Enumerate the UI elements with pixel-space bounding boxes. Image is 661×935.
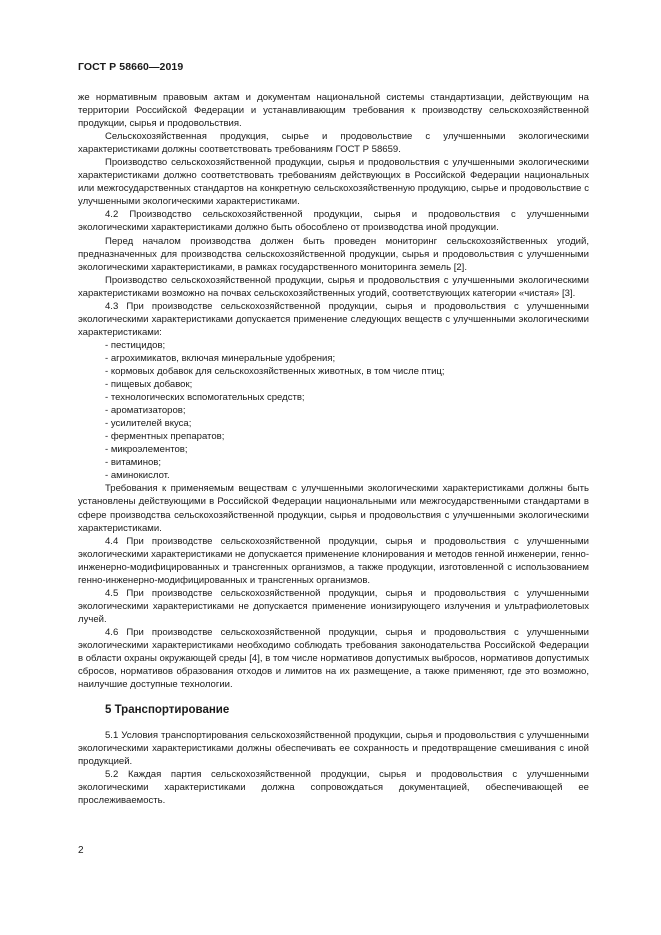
list-item: - пищевых добавок; — [105, 379, 193, 391]
paragraph: Перед началом производства должен быть проведен мониторинг сельскохозяйственных угодий, предназначенных для производства сельскохозяйственной продукции, сырья и продовольствия с улучшенными экологическими характеристиками, в рамках государственного мониторинга земель [2]. — [78, 235, 589, 273]
clause-5-2: 5.2 Каждая партия сельскохозяйственной продукции, сырья и продовольствия с улучшенными экологическими характеристиками должна сопровождаться документацией, обеспечивающей ее прослеживаемость. — [78, 769, 589, 807]
standard-header: ГОСТ Р 58660—2019 — [78, 61, 184, 73]
list-item: - ферментных препаратов; — [105, 431, 225, 443]
clause-4-4: 4.4 При производстве сельскохозяйственной продукции, сырья и продовольствия с улучшенными экологическими характеристиками не допускается применение клонирования и методов генной инженерии, генно-инженерно-модифицированных и трансгенных организмов, а также продукции, изготовленной с использованием генно-инженерно-модифицированных и трансгенных организмов. — [78, 535, 590, 586]
clause-4-6: 4.6 При производстве сельскохозяйственной продукции, сырья и продовольствия с улучшенными экологическими характеристиками необходимо соблюдать требования законодательства Российской Федерации в области охраны окружающей среды [4], в том числе нормативов допустимых выбросов, нормативов допустимых сбросов, нормативов образования отходов и лимитов на их размещение, а также применяют, где это возможно, наилучшие доступные технологии. — [78, 626, 589, 691]
paragraph-continuation: же нормативным правовым актам и документам национальной системы стандартизации, действующим на территории Российской Федерации и устанавливающим требования к производству сельскохозяйственной продукции, сырья и продовольствия. — [78, 92, 589, 130]
list-item: - агрохимикатов, включая минеральные удобрения; — [105, 352, 336, 364]
page-number: 2 — [78, 845, 84, 856]
list-item: - кормовых добавок для сельскохозяйственных животных, в том числе птиц; — [105, 365, 445, 377]
clause-5-1: 5.1 Условия транспортирования сельскохозяйственной продукции, сырья и продовольствия с улучшенными экологическими характеристиками должны обеспечивать ее сохранность и предотвращение смешивания с иной продукцией. — [78, 730, 589, 768]
list-item: - пестицидов; — [105, 339, 166, 351]
list-item: - усилителей вкуса; — [105, 418, 192, 430]
clause-4-2: 4.2 Производство сельскохозяйственной продукции, сырья и продовольствия с улучшенными экологическими характеристиками должно быть обособлено от производства иной продукции. — [78, 209, 589, 234]
list-item: - технологических вспомогательных средств; — [105, 392, 305, 404]
paragraph: Сельскохозяйственная продукция, сырье и продовольствие с улучшенными экологическими характеристиками должны соответствовать требованиям ГОСТ Р 58659. — [78, 131, 589, 156]
list-item: - витаминов; — [105, 457, 162, 469]
section-5-title: 5 Транспортирование — [105, 704, 230, 717]
list-item: - аминокислот. — [105, 470, 170, 482]
substance-list — [78, 339, 589, 483]
paragraph: Требования к применяемым веществам с улучшенными экологическими характеристиками должны быть установлены действующими в Российской Федерации национальными или межгосударственными стандартами в сфере производства сельскохозяйственной продукции, сырья и продовольствия с улучшенными экологическими характеристиками. — [78, 483, 589, 534]
paragraph: Производство сельскохозяйственной продукции, сырья и продовольствия с улучшенными экологическими характеристиками возможно на почвах сельскохозяйственных угодий, соответствующих категории «чистая» [3]. — [78, 274, 589, 299]
clause-4-3: 4.3 При производстве сельскохозяйственной продукции, сырья и продовольствия с улучшенными экологическими характеристиками допускается применение следующих веществ с улучшенными экологическими характеристиками: — [78, 300, 589, 338]
paragraph: Производство сельскохозяйственной продукции, сырья и продовольствия с улучшенными экологическими характеристиками должно соответствовать требованиям действующих в Российской Федерации национальных или межгосударственных стандартов на конкретную сельскохозяйственную продукцию, сырье и продовольствие с улучшенными экологическими характеристиками. — [78, 157, 589, 208]
list-item: - ароматизаторов; — [105, 405, 186, 417]
document-body — [78, 91, 589, 807]
list-item: - микроэлементов; — [105, 444, 188, 456]
clause-4-5: 4.5 При производстве сельскохозяйственной продукции, сырья и продовольствия с улучшенными экологическими характеристиками не допускается применение ионизирующего излучения и ультрафиолетовых лучей. — [78, 587, 589, 625]
